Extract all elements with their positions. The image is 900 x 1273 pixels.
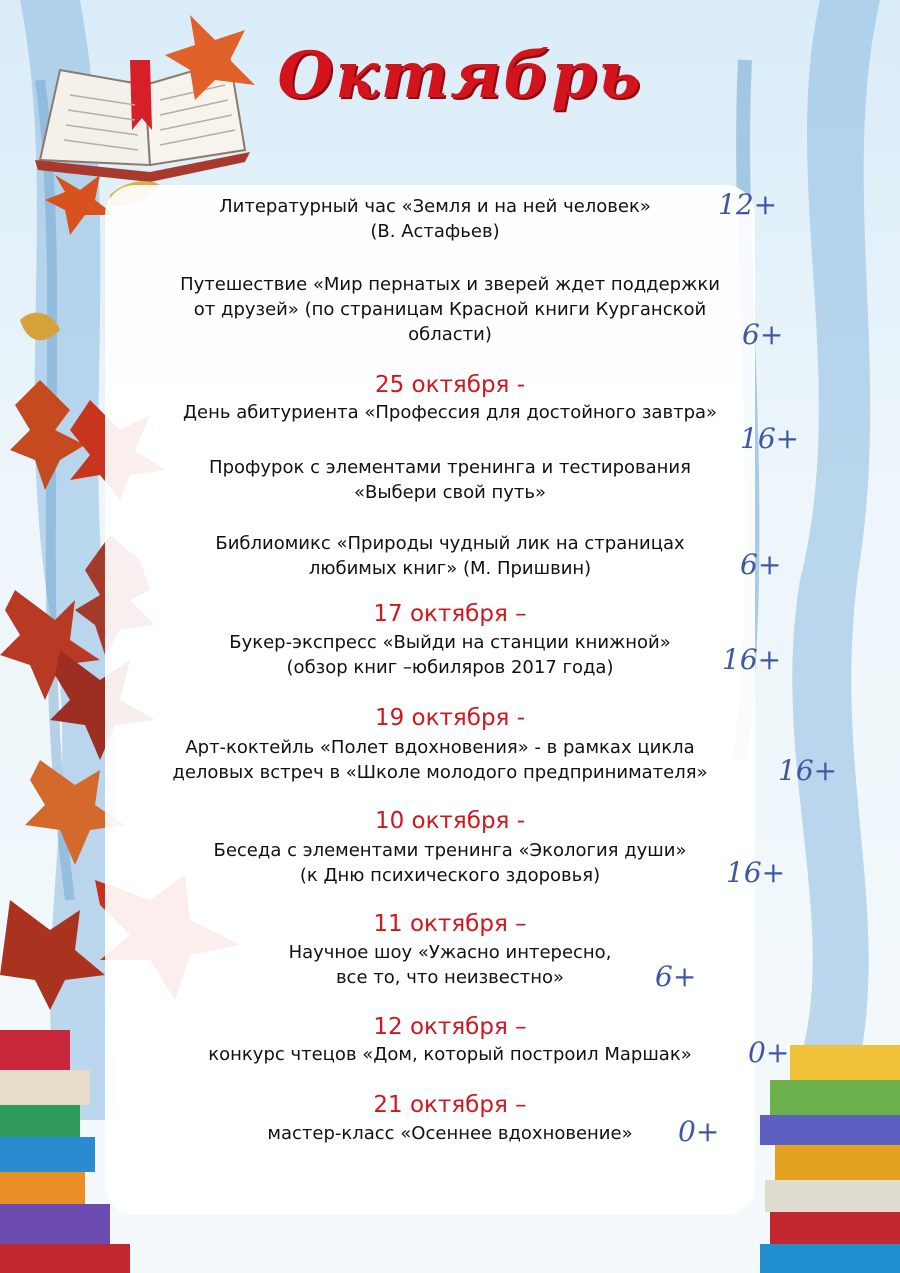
event-line: все то, что неизвестно»: [335, 967, 565, 988]
event-line: (к Дню психического здоровья): [299, 865, 601, 886]
event-date: 17 октября –: [373, 601, 527, 627]
event-text: [120, 455, 780, 505]
event-line: (обзор книг –юбиляров 2017 года): [286, 657, 614, 678]
book-stack-right: [760, 1045, 900, 1273]
event-line: Путешествие «Мир пернатых и зверей ждет поддержки: [180, 274, 720, 295]
event-line: конкурс чтецов «Дом, который построил Маршак»: [208, 1044, 692, 1065]
event-line: «Выбери свой путь»: [353, 482, 547, 503]
age-rating-badge: 0+: [678, 1115, 720, 1148]
event-line: Литературный час «Земля и на ней человек»: [219, 196, 651, 217]
event-line: любимых книг» (М. Пришвин): [308, 558, 592, 579]
event-text: [150, 194, 720, 244]
event-line: Арт-коктейль «Полет вдохновения» - в рамках цикла: [185, 737, 695, 758]
event-line: День абитуриента «Профессия для достойного завтра»: [182, 402, 718, 423]
event-line: (В. Астафьев): [370, 221, 500, 242]
age-rating-badge: 6+: [742, 318, 784, 351]
age-rating-badge: 16+: [722, 643, 782, 676]
age-rating-badge: 6+: [740, 548, 782, 581]
event-line: Научное шоу «Ужасно интересно,: [288, 942, 612, 963]
age-rating-badge: 0+: [748, 1036, 790, 1069]
page-title: Октябрь: [277, 38, 643, 113]
event-date: 12 октября –: [373, 1014, 527, 1040]
event-text: [120, 1042, 780, 1067]
event-line: от друзей» (по страницам Красной книги Курганской: [193, 299, 707, 320]
age-rating-badge: 16+: [778, 754, 838, 787]
event-text: [120, 400, 780, 425]
event-text: [120, 272, 780, 347]
event-line: мастер-класс «Осеннее вдохновение»: [267, 1123, 633, 1144]
event-date: 11 октября –: [373, 911, 527, 937]
age-rating-badge: 12+: [718, 188, 778, 221]
age-rating-badge: 6+: [655, 960, 697, 993]
event-line: Библиомикс «Природы чудный лик на страницах: [215, 533, 685, 554]
event-date: 25 октября -: [374, 372, 525, 398]
event-date: 19 октября -: [374, 705, 525, 731]
age-rating-badge: 16+: [740, 422, 800, 455]
event-line: области): [408, 324, 492, 345]
event-line: Беседа с элементами тренинга «Экология души»: [213, 840, 687, 861]
event-line: Букер-экспресс «Выйди на станции книжной»: [229, 632, 671, 653]
event-text: [120, 630, 780, 680]
event-line: Профурок с элементами тренинга и тестирования: [209, 457, 691, 478]
event-text: [120, 531, 780, 581]
event-text: [100, 735, 780, 785]
event-date: 21 октября –: [373, 1092, 527, 1118]
event-date: 10 октября -: [374, 808, 525, 834]
age-rating-badge: 16+: [726, 856, 786, 889]
event-text: [120, 838, 780, 888]
event-text: [150, 1121, 750, 1146]
event-line: деловых встреч в «Школе молодого предпринимателя»: [172, 762, 708, 783]
